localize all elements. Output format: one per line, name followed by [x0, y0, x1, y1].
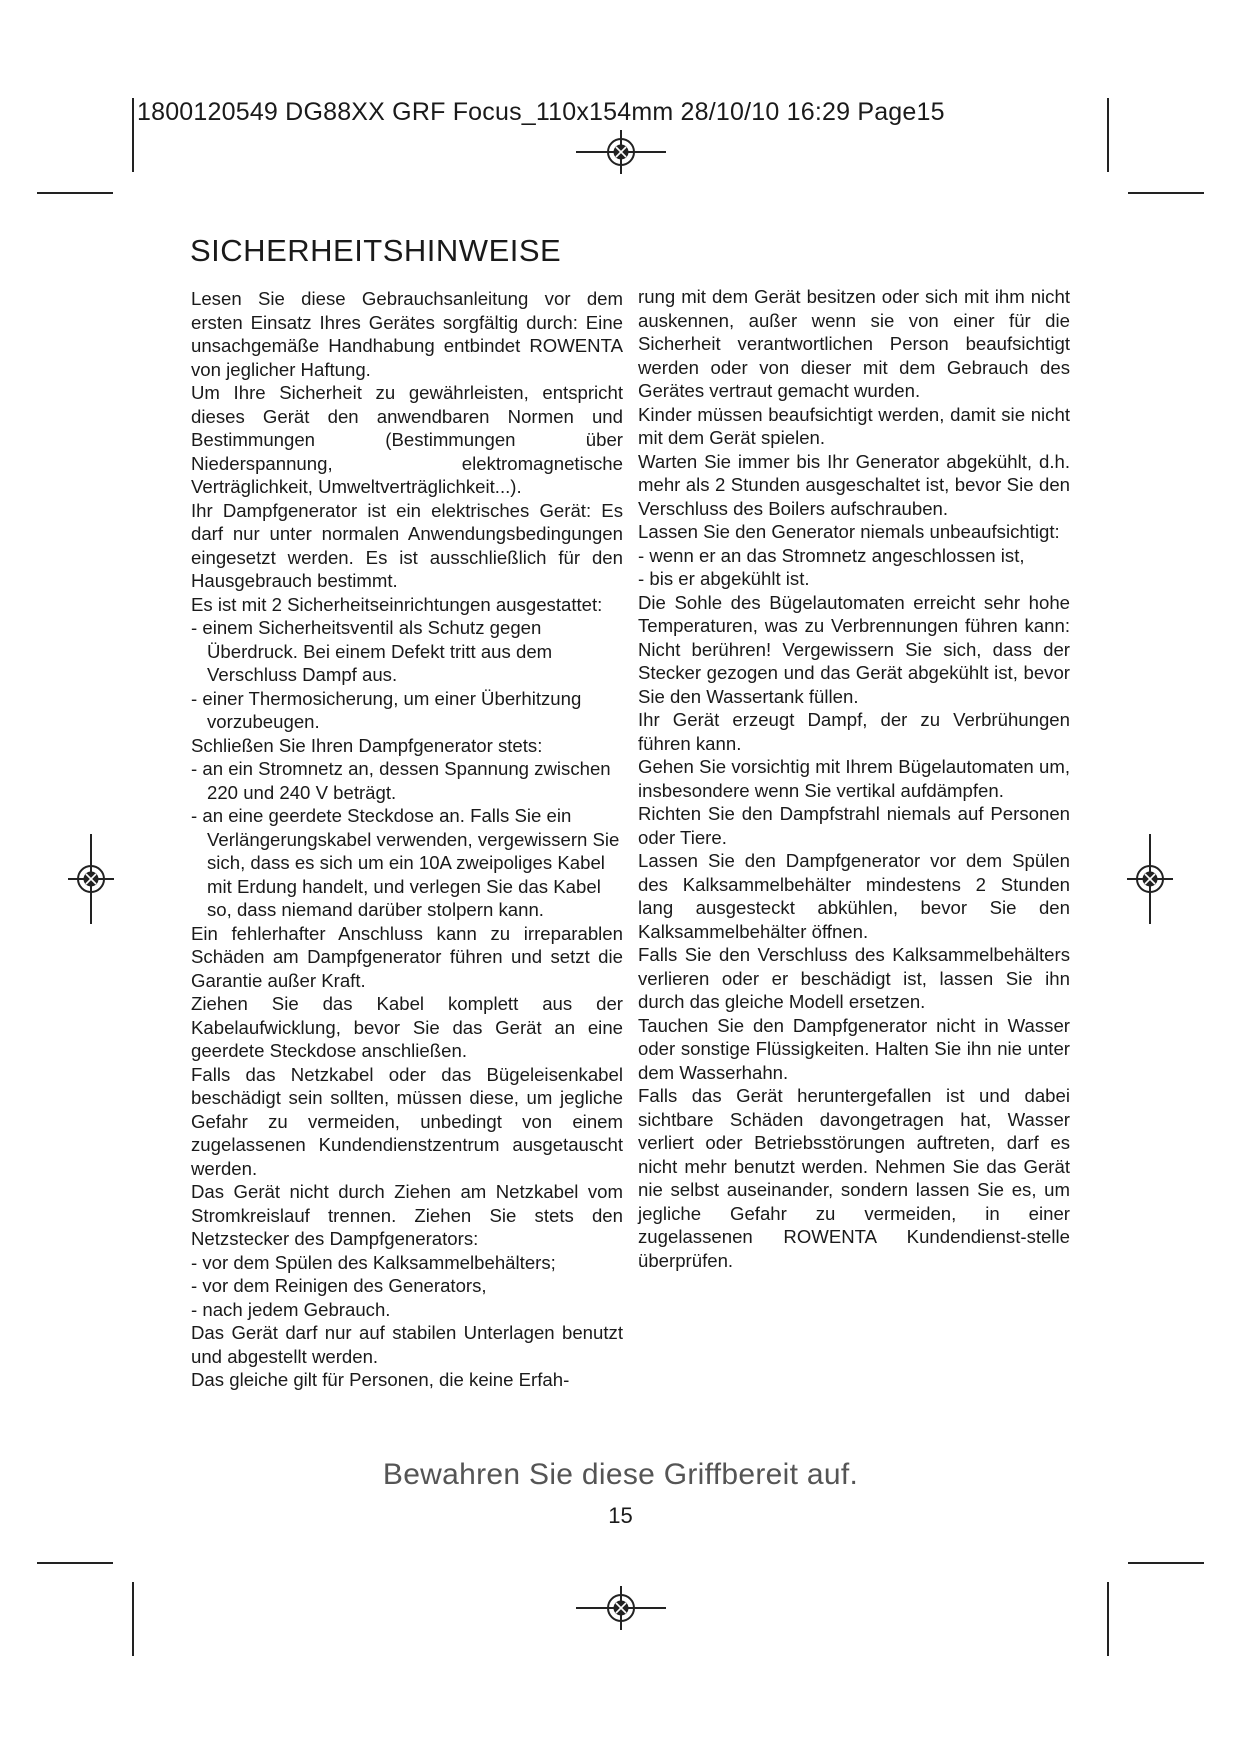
- paragraph: Lassen Sie den Generator niemals unbeaufsichtigt:: [638, 521, 1060, 542]
- paragraph: Lassen Sie den Dampfgenerator vor dem Spülen des Kalksammelbehälter mindestens 2 Stunden lang ausgesteckt abkühlen, bevor Sie den Kalksammelbehälter öffnen.: [638, 850, 1070, 942]
- bullet-item: - an ein Stromnetz an, dessen Spannung zwischen 220 und 240 V beträgt.: [191, 758, 611, 803]
- paragraph: Tauchen Sie den Dampfgenerator nicht in Wasser oder sonstige Flüssigkeiten. Halten Sie ihn nie unter dem Wasserhahn.: [638, 1014, 1070, 1083]
- registration-mark-bottom-icon: [576, 1586, 666, 1630]
- paragraph: Ihr Gerät erzeugt Dampf, der zu Verbrühungen führen kann.: [638, 709, 1070, 754]
- bullet-item: - bis er abgekühlt ist.: [638, 568, 810, 589]
- paragraph: Gehen Sie vorsichtig mit Ihrem Bügelautomaten um, insbesondere wenn Sie vertikal aufdämpfen.: [638, 756, 1070, 801]
- bullet-item: - vor dem Spülen des Kalksammelbehälters;: [191, 1251, 556, 1273]
- paragraph: Falls Sie den Verschluss des Kalksammelbehälters verlieren oder er beschädigt ist, lassen Sie ihn durch das gleiche Modell ersetzen.: [638, 944, 1070, 1012]
- paragraph: Das Gerät darf nur auf stabilen Unterlagen benutzt und abgestellt werden.: [191, 1322, 623, 1367]
- crop-mark-bottom-left-vertical: [132, 1582, 134, 1656]
- bullet-item: - an eine geerdete Steckdose an. Falls Sie ein Verlängerungskabel verwenden, vergewissern Sie sich, dass es sich um ein 10A zweipoliges Kabel mit Erdung handelt, und verlegen Sie das Kabel so, dass niemand darüber stolpern kann.: [191, 805, 620, 920]
- paragraph: Falls das Netzkabel oder das Bügeleisenkabel beschädigt sein sollten, müssen diese, um jegliche Gefahr zu vermeiden, unbedingt von einem zugelassenen Kundendienstzentrum ausgetauscht werden.: [191, 1063, 623, 1179]
- bullet-item: - nach jedem Gebrauch.: [191, 1298, 391, 1320]
- right-column: [638, 285, 1070, 1272]
- bullet-item: - einem Sicherheitsventil als Schutz gegen Überdruck. Bei einem Defekt tritt aus dem Verschluss Dampf aus.: [191, 617, 553, 685]
- paragraph: Die Sohle des Bügelautomaten erreicht sehr hohe Temperaturen, was zu Verbrennungen führen kann: Nicht berühren! Vergewissern Sie sich, dass der Stecker gezogen und das Gerät abgekühlt ist, bevor Sie den Wassertank füllen.: [638, 591, 1070, 707]
- print-slug-line: 1800120549 DG88XX GRF Focus_110x154mm 28/10/10 16:29 Page15: [137, 98, 945, 126]
- paragraph: rung mit dem Gerät besitzen oder sich mit ihm nicht auskennen, außer wenn sie von einer für die Sicherheit verantwortlichen Person beaufsichtigt werden oder von dieser mit dem Gebrauch des Gerätes vertraut gemacht wurden.: [638, 286, 1070, 401]
- registration-mark-left-icon: [68, 834, 114, 924]
- paragraph: Um Ihre Sicherheit zu gewährleisten, entspricht dieses Gerät den anwendbaren Normen und Bestimmungen (Bestimmungen über Niederspannung, elektromagnetische Verträglichkeit, Umweltverträglichkeit...).: [191, 382, 623, 497]
- bullet-item: - vor dem Reinigen des Generators,: [191, 1275, 487, 1296]
- crop-mark-top-right-horizontal: [1128, 192, 1204, 194]
- paragraph: Kinder müssen beaufsichtigt werden, damit sie nicht mit dem Gerät spielen.: [638, 403, 1070, 448]
- crop-mark-bottom-right-vertical: [1107, 1582, 1109, 1656]
- crop-mark-top-right-vertical: [1107, 98, 1109, 172]
- paragraph: Ziehen Sie das Kabel komplett aus der Kabelaufwicklung, bevor Sie das Gerät an eine geerdete Steckdose anschließen.: [191, 993, 623, 1061]
- bullet-item: - wenn er an das Stromnetz angeschlossen ist,: [638, 544, 1025, 566]
- crop-mark-bottom-left-horizontal: [37, 1562, 113, 1564]
- paragraph: Es ist mit 2 Sicherheitseinrichtungen ausgestattet:: [191, 593, 603, 615]
- page-number: 15: [608, 1503, 633, 1528]
- paragraph: Richten Sie den Dampfstrahl niemals auf Personen oder Tiere.: [638, 803, 1070, 848]
- footer-note: Bewahren Sie diese Griffbereit auf.: [382, 1458, 859, 1491]
- page-title: SICHERHEITSHINWEISE: [190, 233, 562, 268]
- paragraph: Lesen Sie diese Gebrauchsanleitung vor dem ersten Einsatz Ihres Gerätes sorgfältig durch: Eine unsachgemäße Handhabung entbindet ROWENTA von jeglicher Haftung.: [191, 288, 623, 380]
- paragraph: Falls das Gerät heruntergefallen ist und dabei sichtbare Schäden davongetragen hat, Wasser verliert oder Betriebsstörungen auftreten, darf es nicht mehr benutzt werden. Nehmen Sie das Gerät nie selbst auseinander, sondern lassen Sie es, um jegliche Gefahr zu vermeiden, in einer zugelassenen ROWENTA Kundendienst-stelle überprüfen.: [638, 1085, 1070, 1271]
- paragraph: Das Gerät nicht durch Ziehen am Netzkabel vom Stromkreislauf trennen. Ziehen Sie stets den Netzstecker des Dampfgenerators:: [191, 1181, 623, 1249]
- crop-mark-top-left-horizontal: [37, 192, 113, 194]
- left-column: [191, 287, 623, 1392]
- bullet-item: - einer Thermosicherung, um einer Überhitzung vorzubeugen.: [191, 687, 582, 732]
- paragraph: Das gleiche gilt für Personen, die keine Erfah-: [191, 1369, 570, 1390]
- registration-mark-right-icon: [1127, 834, 1173, 924]
- crop-mark-bottom-right-horizontal: [1128, 1562, 1204, 1564]
- paragraph: Schließen Sie Ihren Dampfgenerator stets:: [191, 734, 543, 756]
- paragraph: Warten Sie immer bis Ihr Generator abgekühlt, d.h. mehr als 2 Stunden ausgeschaltet ist, bevor Sie den Verschluss des Boilers aufschrauben.: [638, 450, 1070, 519]
- paragraph: Ein fehlerhafter Anschluss kann zu irreparablen Schäden am Dampfgenerator führen und setzt die Garantie außer Kraft.: [191, 922, 623, 991]
- crop-mark-top-left-vertical: [132, 98, 134, 172]
- paragraph: Ihr Dampfgenerator ist ein elektrisches Gerät: Es darf nur unter normalen Anwendungsbedingungen eingesetzt werden. Es ist ausschließlich für den Hausgebrauch bestimmt.: [191, 499, 623, 591]
- registration-mark-top-icon: [576, 130, 666, 174]
